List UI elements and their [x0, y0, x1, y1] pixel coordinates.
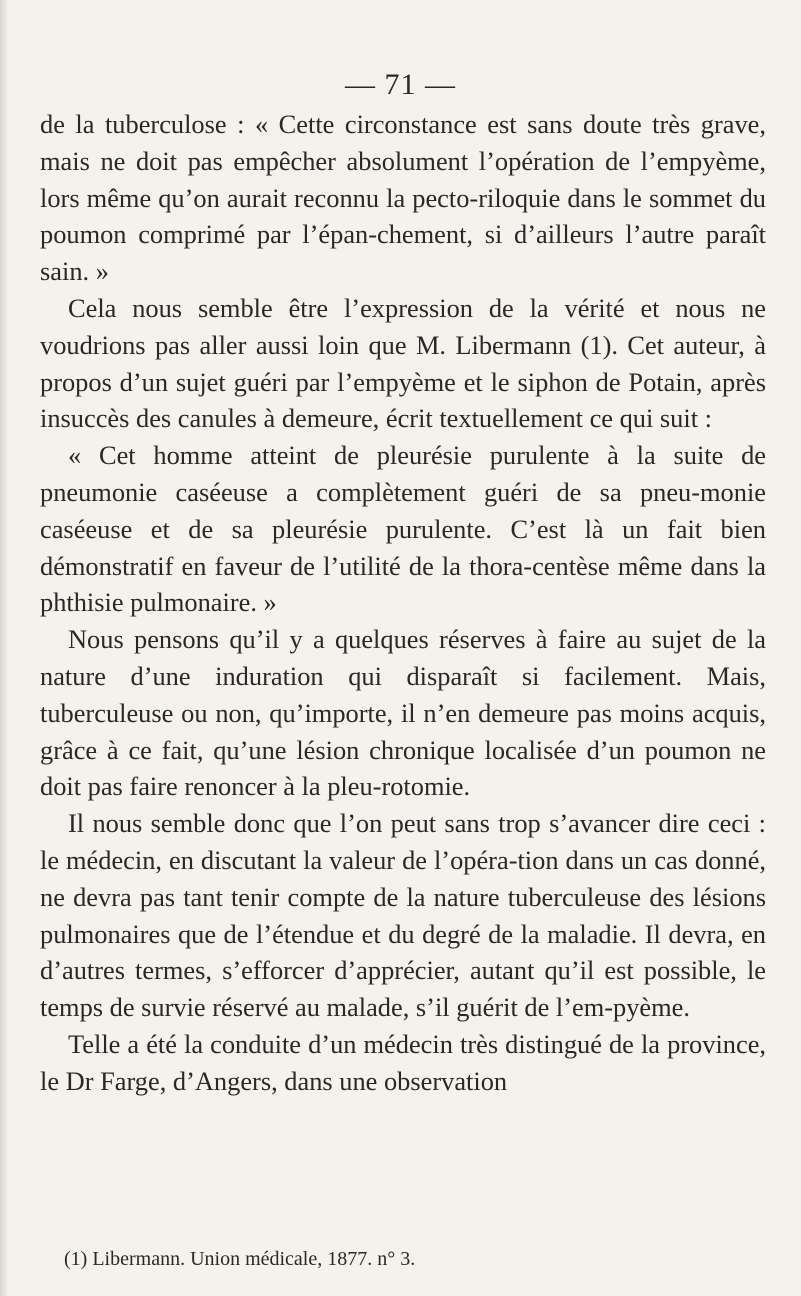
page-edge-shadow	[0, 0, 8, 1296]
paragraph-1: de la tuberculose : « Cette circonstance est sans doute très grave, mais ne doit pas empêcher absolument l’opération de l’empyème, lors même qu’on aurait reconnu la pecto-riloquie dans le sommet du poumon comprimé par l’épan-chement, si d’ailleurs l’autre paraît sain. »	[40, 109, 766, 287]
footnote: (1) Libermann. Union médicale, 1877. n° 3.	[64, 1248, 416, 1270]
paragraph-2: Cela nous semble être l’expression de la vérité et nous ne voudrions pas aller aussi loin que M. Libermann (1). Cet auteur, à propos d’un sujet guéri par l’empyème et le siphon de Potain, après insuccès des canules à demeure, écrit textuellement ce qui suit :	[40, 292, 766, 434]
paragraph-5: Il nous semble donc que l’on peut sans trop s’avancer dire ceci : le médecin, en discutant la valeur de l’opéra-tion dans un cas donné, ne devra pas tant tenir compte de la nature tuberculeuse des lésions pulmonaires que de l’étendue et du degré de la maladie. Il devra, en d’autres termes, s’efforcer d’apprécier, autant qu’il est possible, le temps de survie réservé au malade, s’il guérit de l’em-pyème.	[40, 808, 766, 1023]
paragraph-6: Telle a été la conduite d’un médecin très distingué de la province, le Dr Farge, d’Angers, dans une observation	[40, 1028, 766, 1096]
page-number: — 71 —	[345, 68, 456, 101]
body-text	[40, 106, 766, 1100]
paragraph-4: Nous pensons qu’il y a quelques réserves à faire au sujet de la nature d’une induration qui disparaît si facilement. Mais, tuberculeuse ou non, qu’importe, il n’en demeure pas moins acquis, grâce à ce fait, qu’une lésion chronique localisée d’un poumon ne doit pas faire renoncer à la pleu-rotomie.	[40, 624, 766, 802]
paragraph-3: « Cet homme atteint de pleurésie purulente à la suite de pneumonie caséeuse a complètement guéri de sa pneu-monie caséeuse et de sa pleurésie purulente. C’est là un fait bien démonstratif en faveur de l’utilité de la thora-centèse même dans la phthisie pulmonaire. »	[40, 440, 766, 618]
